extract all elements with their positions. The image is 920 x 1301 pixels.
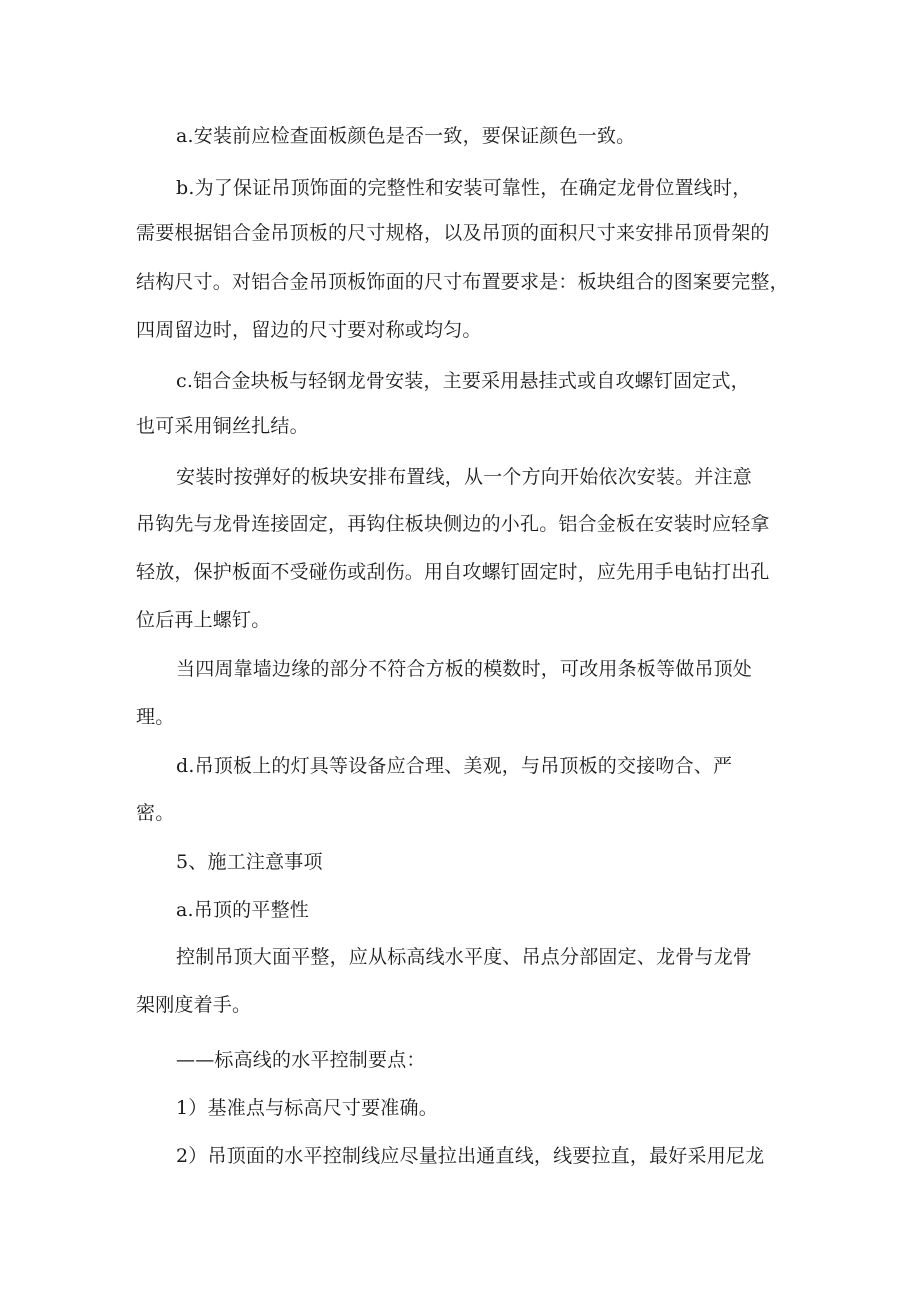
text-line: 当四周靠墙边缘的部分不符合方板的模数时，可改用条板等做吊顶处	[176, 658, 753, 680]
text-line: 需要根据铝合金吊顶板的尺寸规格，以及吊顶的面积尺寸来安排吊顶骨架的	[136, 222, 770, 244]
text-line: 轻放，保护板面不受碰伤或刮伤。用自攻螺钉固定时，应先用手电钻打出孔	[136, 561, 770, 583]
list-item: 1）基准点与标高尺寸要准确。	[176, 1097, 438, 1119]
text-line: 吊钩先与龙骨连接固定，再钩住板块侧边的小孔。铝合金板在安装时应轻拿	[136, 513, 770, 535]
text-line: 理。	[136, 706, 175, 728]
section-heading: 5、施工注意事项	[176, 851, 323, 873]
text-line: 密。	[136, 802, 175, 824]
text-line: ——标高线的水平控制要点：	[176, 1049, 426, 1071]
text-line: a.安装前应检查面板颜色是否一致，要保证颜色一致。	[176, 125, 636, 147]
text-line: d.吊顶板上的灯具等设备应合理、美观，与吊顶板的交接吻合、严	[176, 755, 733, 777]
text-line: 四周留边时，留边的尺寸要对称或均匀。	[136, 319, 482, 341]
text-line: 安装时按弹好的板块安排布置线，从一个方向开始依次安装。并注意	[176, 466, 753, 488]
subheading: a.吊顶的平整性	[176, 899, 309, 921]
text-line: 也可采用铜丝扎结。	[136, 415, 309, 437]
text-line: b.为了保证吊顶饰面的完整性和安装可靠性，在确定龙骨位置线时，	[176, 177, 752, 199]
text-line: 结构尺寸。对铝合金吊顶板饰面的尺寸布置要求是：板块组合的图案要完整，	[136, 271, 789, 293]
text-line: 架刚度着手。	[136, 994, 252, 1016]
list-item: 2）吊顶面的水平控制线应尽量拉出通直线，线要拉直，最好采用尼龙	[176, 1145, 765, 1167]
text-line: 位后再上螺钉。	[136, 609, 271, 631]
text-line: c.铝合金块板与轻钢龙骨安装，主要采用悬挂式或自攻螺钉固定式，	[176, 370, 750, 392]
text-line: 控制吊顶大面平整，应从标高线水平度、吊点分部固定、龙骨与龙骨	[176, 946, 753, 968]
